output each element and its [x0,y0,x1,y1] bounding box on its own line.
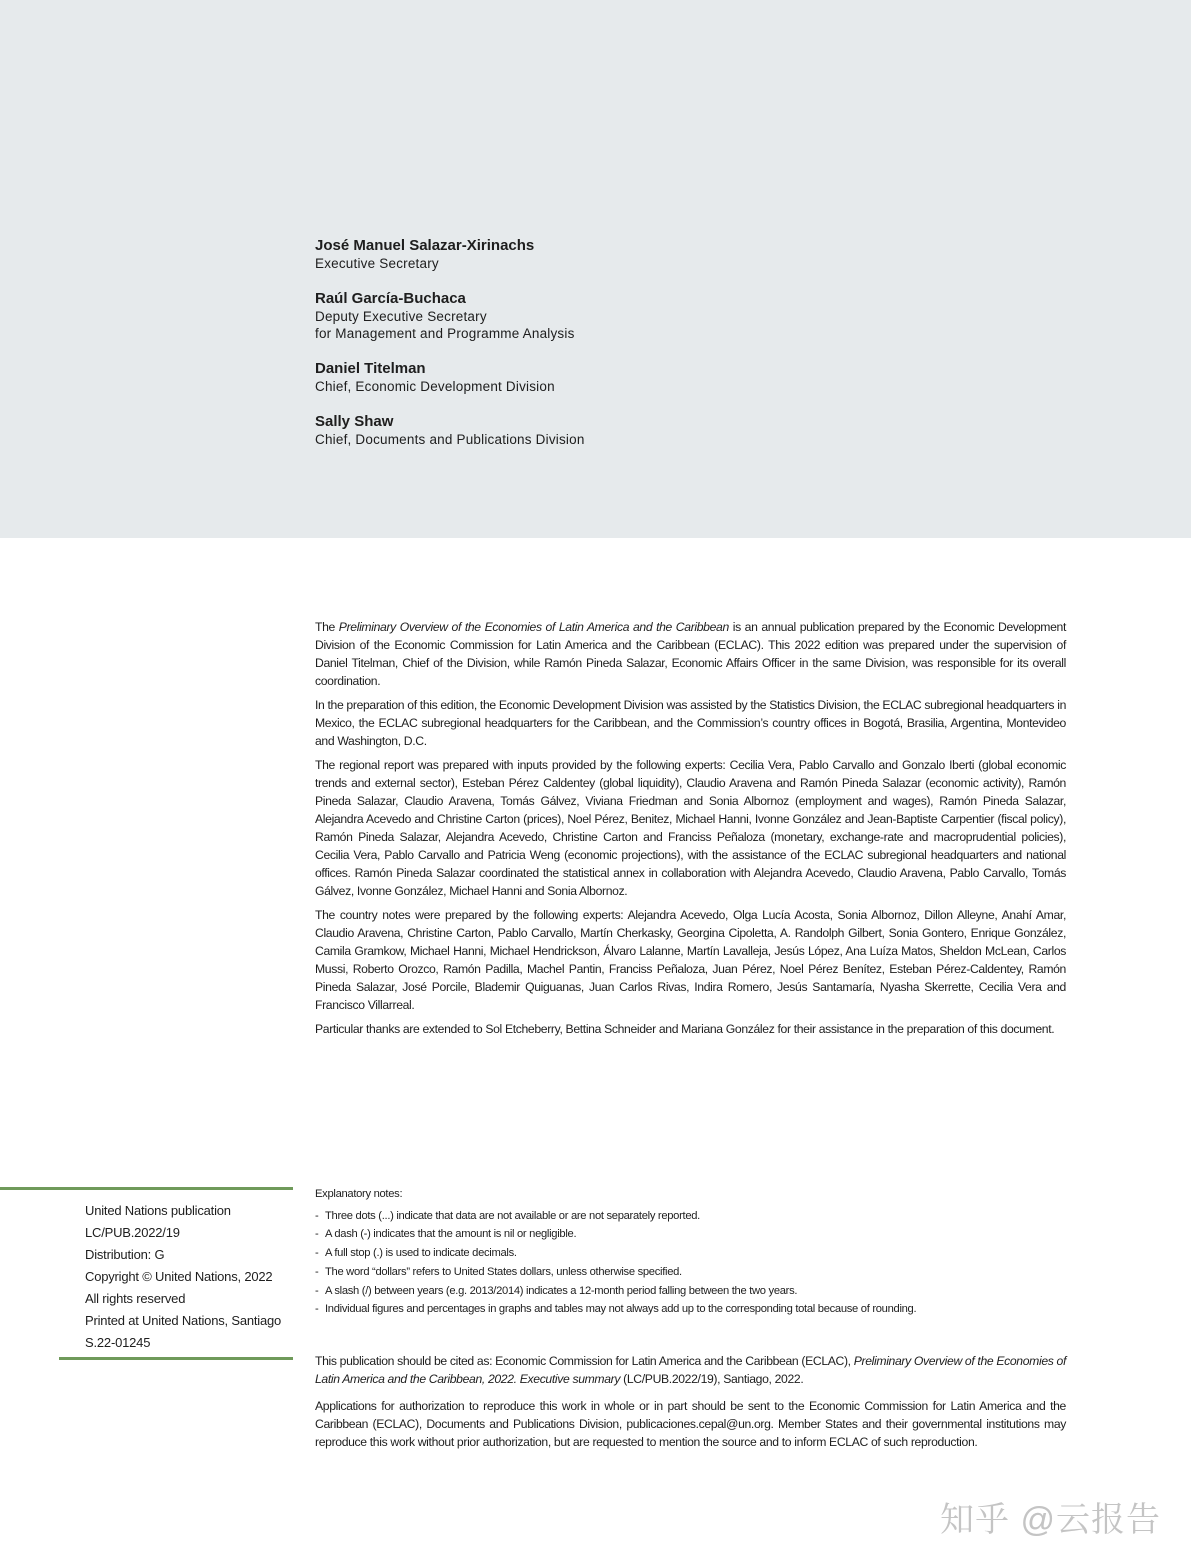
bullet-dash: - [315,1228,319,1241]
staff-name: Daniel Titelman [315,360,426,377]
credits-intro: The [315,620,339,634]
note-text: Individual figures and percentages in graphs and tables may not always add up to the corresponding total because of rounding. [325,1303,917,1316]
bullet-dash: - [315,1247,319,1260]
pub-info-line: Printed at United Nations, Santiago [85,1313,282,1328]
applications-paragraph: Applications for authorization to reproduce this work in whole or in part should be sent to the Economic Commission for Latin America and the Caribbean (ECLAC), Documents and Publications Division, publicaciones.cepal@un.org. Member States and their governmental institutions may reproduce this work without prior authorization, but are requested to mention the source and to inform ECLAC of such reproduction. [315,1399,1066,1449]
staff-role: Chief, Economic Development Division [315,379,555,394]
pub-info-line: Copyright © United Nations, 2022 [85,1269,273,1284]
staff-entry [315,289,735,342]
bullet-dash: - [315,1209,319,1222]
staff-entry [315,236,735,272]
pub-info-line: All rights reserved [85,1291,186,1306]
note-text: A slash (/) between years (e.g. 2013/2014) indicates a 12-month period falling between the two years. [325,1284,798,1297]
credits-section [315,618,1066,1044]
note-item [315,1225,1066,1244]
citation-section [315,1352,1066,1460]
credits-paragraph: The country notes were prepared by the following experts: Alejandra Acevedo, Olga Lucía Acosta, Sonia Albornoz, Dillon Alleyne, Anahí Amar, Claudio Aravena, Christine Carton, Pablo Carvallo, Martín Cherkasky, Georgina Cipoletta, A. Randolph Gilbert, Sonia Gontero, Enrique González, Camila Gramkow, Michael Hanni, Michael Hendrickson, Álvaro Lalanne, Martín Lavalleja, Jesús López, Ana Luíza Matos, Sheldon McLean, Carlos Mussi, Roberto Orozco, Ramón Padilla, Machel Pantin, Franciss Peñaloza, Juan Pérez, Noel Pérez Benítez, Esteban Pérez-Caldentey, Ramón Pineda Salazar, José Porcile, Blademir Quiguanas, Juan Carlos Rivas, Indira Romero, Jesús Santamaría, Nyasha Skerrette, Cecilia Vera and Francisco Villarreal. [315,908,1066,1012]
divider-rule-bottom [59,1357,293,1360]
staff-entry [315,359,735,395]
explanatory-notes [315,1185,1066,1319]
publication-title: Preliminary Overview of the Economies of Latin America and the Caribbean [338,620,729,634]
staff-entry [315,412,735,448]
divider-rule-top [0,1187,293,1190]
note-item [315,1263,1066,1282]
staff-role: Executive Secretary [315,256,439,271]
credits-description: is an annual publication prepared by the Economic Development Division of the Economic Commission for Latin America and the Caribbean (ECLAC). This 2022 edition was prepared under the supervision of Daniel Titelman, Chief of the Division, while Ramón Pineda Salazar, Economic Affairs Officer in the same Division, was responsible for its overall coordination. [315,620,1066,688]
pub-info-line: S.22-01245 [85,1335,151,1350]
bullet-dash: - [315,1265,319,1278]
citation-prefix: This publication should be cited as: Economic Commission for Latin America and the Caribbean (ECLAC), [315,1354,854,1368]
staff-name: Raúl García-Buchaca [315,290,466,307]
credits-paragraph [315,618,1066,690]
note-item [315,1207,1066,1226]
staff-role: Chief, Documents and Publications Division [315,432,585,447]
credits-paragraph: Particular thanks are extended to Sol Etcheberry, Bettina Schneider and Mariana González for their assistance in the preparation of this document. [315,1022,1055,1036]
bullet-dash: - [315,1303,319,1316]
staff-list [315,236,735,465]
pub-info-line: United Nations publication [85,1203,231,1218]
citation-paragraph [315,1352,1066,1388]
credits-paragraph: The regional report was prepared with inputs provided by the following experts: Cecilia Vera, Pablo Carvallo and Gonzalo Iberti (global economic trends and external sector), Esteban Pérez Caldentey (global liquidity), Claudio Aravena and Ramón Pineda Salazar (economic activity), Ramón Pineda Salazar, Claudio Aravena, Tomás Gálvez, Viviana Friedman and Sonia Albornoz (employment and wages), Ramón Pineda Salazar, Alejandra Acevedo and Christine Carton (prices), Noel Pérez, Benitez, Michael Hanni, Ivonne González and Jean-Baptiste Carpentier (fiscal policy), Ramón Pineda Salazar, Alejandra Acevedo, Christine Carton and Franciss Peñaloza (monetary, exchange-rate and macroprudential policies), Cecilia Vera, Pablo Carvallo and Patricia Weng (economic projections), with the assistance of the ECLAC subregional headquarters and national offices. Ramón Pineda Salazar coordinated the statistical annex in collaboration with Alejandra Acevedo, Claudio Aravena, Pablo Carvallo, Tomás Gálvez, Ivonne González, Michael Hanni and Sonia Albornoz. [315,758,1066,898]
credits-paragraph: In the preparation of this edition, the Economic Development Division was assisted by the Statistics Division, the ECLAC subregional headquarters in Mexico, the ECLAC subregional headquarters for the Caribbean, and the Commission’s country offices in Bogotá, Brasilia, Argentina, Montevideo and Washington, D.C. [315,698,1066,748]
citation-title: Preliminary Overview of the Economies of Latin America and the Caribbean, 2022. Executive summary [315,1354,1067,1386]
staff-name: José Manuel Salazar-Xirinachs [315,237,535,254]
note-text: A full stop (.) is used to indicate decimals. [325,1247,517,1260]
pub-info-line: LC/PUB.2022/19 [85,1225,180,1240]
note-item [315,1244,1066,1263]
note-item [315,1300,1066,1319]
bullet-dash: - [315,1284,319,1297]
staff-role: Deputy Executive Secretary [315,309,487,324]
citation-suffix: (LC/PUB.2022/19), Santiago, 2022. [620,1372,804,1386]
watermark: 知乎 @云报告 [940,1501,1161,1539]
note-text: A dash (-) indicates that the amount is nil or negligible. [325,1228,577,1241]
staff-name: Sally Shaw [315,413,394,430]
note-item [315,1282,1066,1301]
publication-info [85,1200,290,1354]
note-text: The word “dollars” refers to United States dollars, unless otherwise specified. [325,1265,682,1278]
pub-info-line: Distribution: G [85,1247,165,1262]
note-text: Three dots (...) indicate that data are not available or are not separately reported. [325,1209,700,1222]
explanatory-heading: Explanatory notes: [315,1188,403,1200]
staff-role: for Management and Programme Analysis [315,326,575,341]
